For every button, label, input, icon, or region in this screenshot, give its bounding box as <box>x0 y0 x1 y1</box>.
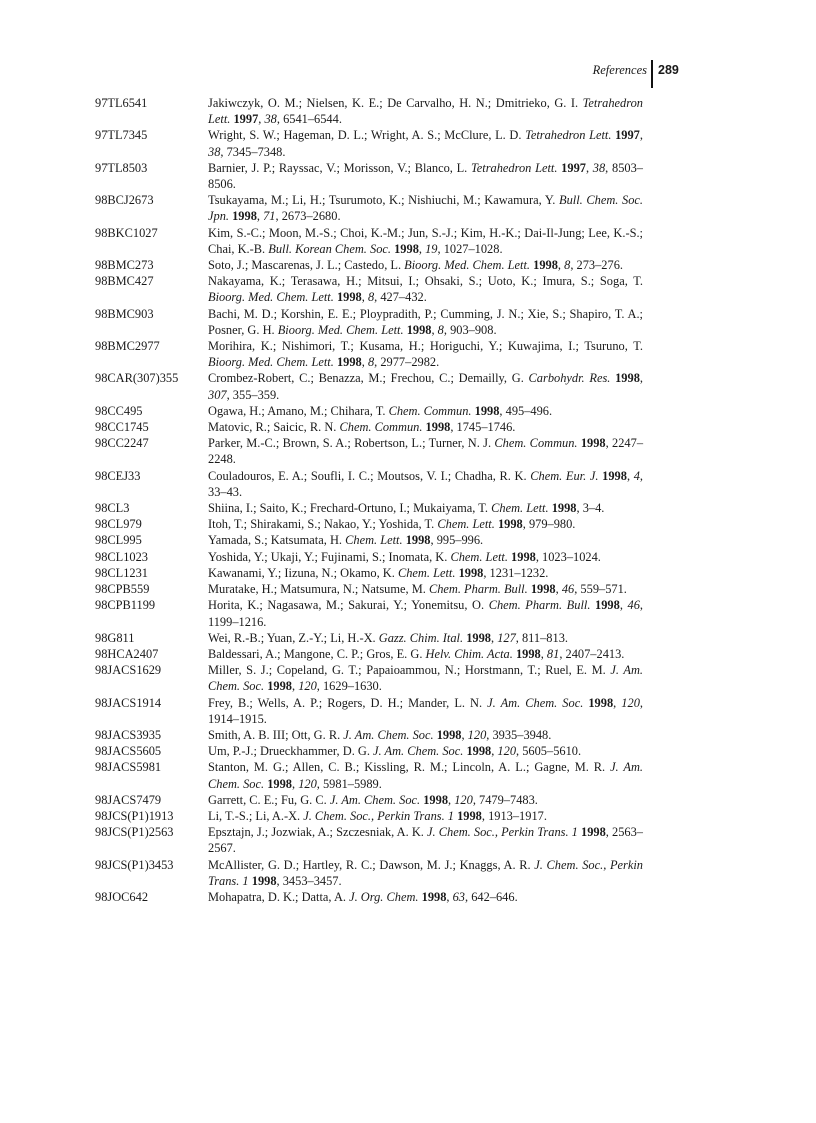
reference-pages: 8503–8506. <box>208 160 643 192</box>
reference-citation: Jakiwczyk, O. M.; Nielsen, K. E.; De Carvalho, H. N.; Dmitrieko, G. I. Tetrahedron Lett. 1997, 38, 6541–6544. <box>208 96 643 127</box>
reference-journal: J. Chem. Soc., Perkin Trans. 1 <box>208 857 643 888</box>
reference-year: 1998 <box>595 598 620 613</box>
reference-key: 98CL1231 <box>95 565 149 580</box>
reference-journal: Bull. Chem. Soc. Jpn. <box>208 193 644 224</box>
reference-entry <box>95 581 643 597</box>
reference-list <box>95 95 643 905</box>
reference-key: 98HCA2407 <box>95 646 159 661</box>
reference-year: 1997 <box>233 112 259 127</box>
reference-pages: 903–908. <box>450 322 497 337</box>
reference-pages: 2673–2680. <box>281 209 341 224</box>
reference-pages: 2563–2567. <box>208 825 643 856</box>
reference-pages: 1745–1746. <box>456 420 516 435</box>
reference-journal: Gazz. Chim. Ital. <box>378 630 464 645</box>
reference-key: 98BKC1027 <box>95 225 158 240</box>
reference-key: 98JACS3935 <box>95 727 162 742</box>
reference-volume: 120 <box>497 744 517 759</box>
reference-pages: 5605–5610. <box>522 744 582 759</box>
reference-entry <box>95 646 643 662</box>
reference-volume: 120 <box>467 727 487 742</box>
reference-pages: 2407–2413. <box>565 646 625 661</box>
reference-pages: 1914–1915. <box>208 711 267 726</box>
reference-authors: Shiina, I.; Saito, K.; Frechard-Ortuno, I.; Mukaiyama, T. <box>208 501 488 516</box>
reference-entry <box>95 500 643 516</box>
reference-journal: Chem. Lett. <box>345 533 403 548</box>
reference-authors: Itoh, T.; Shirakami, S.; Nakao, Y.; Yoshida, T. <box>208 517 435 532</box>
reference-year: 1997 <box>561 160 586 175</box>
reference-pages: 979–980. <box>528 517 576 532</box>
reference-year: 1998 <box>551 501 577 516</box>
reference-citation: Wei, R.-B.; Yuan, Z.-Y.; Li, H.-X. Gazz. Chim. Ital. 1998, 127, 811–813. <box>208 630 568 645</box>
reference-year: 1998 <box>232 209 257 224</box>
reference-volume: 81 <box>546 646 560 661</box>
reference-year: 1998 <box>533 258 558 273</box>
reference-pages: 5981–5989. <box>322 776 382 791</box>
reference-key: 98JACS7479 <box>95 792 162 807</box>
reference-journal: Bioorg. Med. Chem. Lett. <box>208 290 334 305</box>
running-header <box>540 60 685 90</box>
reference-authors: Barnier, J. P.; Rayssac, V.; Morisson, V.; Blanco, L. <box>208 160 468 175</box>
reference-volume: 19 <box>425 241 438 256</box>
reference-pages: 495–496. <box>505 403 553 418</box>
reference-authors: Ogawa, H.; Amano, M.; Chihara, T. <box>208 403 386 418</box>
reference-pages: 3453–3457. <box>282 873 342 888</box>
reference-citation: Tsukayama, M.; Li, H.; Tsurumoto, K.; Nishiuchi, M.; Kawamura, Y. Bull. Chem. Soc. Jpn. 1998, 71, 2673–2680. <box>208 193 644 224</box>
reference-volume: 120 <box>298 776 317 791</box>
reference-authors: Morihira, K.; Nishimori, T.; Kusama, H.; Horiguchi, Y.; Kuwajima, I.; Tsuruno, T. <box>208 339 643 354</box>
reference-year: 1998 <box>581 825 606 840</box>
reference-entry <box>95 824 643 856</box>
reference-citation: Crombez-Robert, C.; Benazza, M.; Frechou, C.; Demailly, G. Carbohydr. Res. 1998, 307, 355–359. <box>208 371 643 402</box>
reference-pages: 7345–7348. <box>226 144 286 159</box>
reference-entry <box>95 532 643 548</box>
reference-year: 1998 <box>406 322 432 337</box>
reference-journal: Bioorg. Med. Chem. Lett. <box>277 322 404 337</box>
reference-year: 1998 <box>511 549 536 564</box>
reference-entry <box>95 225 643 257</box>
reference-key: 98JCS(P1)2563 <box>95 825 174 840</box>
reference-citation: Yoshida, Y.; Ukaji, Y.; Fujinami, S.; Inomata, K. Chem. Lett. 1998, 1023–1024. <box>208 549 601 564</box>
reference-citation: Nakayama, K.; Terasawa, H.; Mitsui, I.; Ohsaki, S.; Uoto, K.; Imura, S.; Soga, T. Bioorg. Med. Chem. Lett. 1998, 8, 427–432. <box>208 274 643 305</box>
reference-key: 98CEJ33 <box>95 468 141 483</box>
reference-journal: Bioorg. Med. Chem. Lett. <box>208 355 334 370</box>
reference-authors: Muratake, H.; Matsumura, N.; Natsume, M. <box>208 582 426 597</box>
reference-journal: J. Org. Chem. <box>349 889 419 904</box>
reference-citation: Parker, M.-C.; Brown, S. A.; Robertson, L.; Turner, N. J. Chem. Commun. 1998, 2247–2248. <box>208 436 644 467</box>
reference-citation: Barnier, J. P.; Rayssac, V.; Morisson, V.; Blanco, L. Tetrahedron Lett. 1997, 38, 8503–8506. <box>208 160 643 192</box>
reference-year: 1998 <box>615 371 640 386</box>
reference-key: 98CC495 <box>95 403 143 418</box>
reference-journal: Chem. Lett. <box>437 517 495 532</box>
reference-entry <box>95 808 643 824</box>
reference-pages: 2977–2982. <box>380 355 440 370</box>
reference-pages: 33–43. <box>208 484 243 499</box>
reference-year: 1998 <box>474 403 500 418</box>
reference-pages: 1629–1630. <box>322 679 382 694</box>
reference-entry <box>95 792 643 808</box>
reference-journal: Chem. Pharm. Bull. <box>428 582 528 597</box>
reference-key: 98JACS5605 <box>95 744 162 759</box>
reference-pages: 6541–6544. <box>283 112 342 127</box>
reference-journal: Chem. Lett. <box>491 501 549 516</box>
reference-entry <box>95 160 643 192</box>
reference-pages: 7479–7483. <box>479 792 538 807</box>
reference-citation: Soto, J.; Mascarenas, J. L.; Castedo, L. Bioorg. Med. Chem. Lett. 1998, 8, 273–276. <box>208 258 623 273</box>
reference-pages: 1023–1024. <box>542 549 601 564</box>
reference-volume: 8 <box>564 258 571 273</box>
reference-volume: 127 <box>497 630 516 645</box>
reference-citation: Matovic, R.; Saicic, R. N. Chem. Commun. 1998, 1745–1746. <box>208 420 516 435</box>
reference-year: 1998 <box>405 533 431 548</box>
reference-volume: 46 <box>627 598 640 613</box>
reference-entry <box>95 127 643 159</box>
reference-journal: J. Am. Chem. Soc. <box>487 695 584 710</box>
reference-entry <box>95 435 643 467</box>
reference-key: 98CL1023 <box>95 549 149 564</box>
reference-key: 98JACS1629 <box>95 663 162 678</box>
reference-citation: Wright, S. W.; Hageman, D. L.; Wright, A. S.; McClure, L. D. Tetrahedron Lett. 1997, 38, 7345–7348. <box>208 128 643 159</box>
reference-entry <box>95 273 643 305</box>
reference-citation: Kawanami, Y.; Iizuna, N.; Okamo, K. Chem. Lett. 1998, 1231–1232. <box>208 565 549 580</box>
reference-authors: Epsztajn, J.; Jozwiak, A.; Szczesniak, A. K. <box>208 825 424 840</box>
reference-journal: J. Chem. Soc., Perkin Trans. 1 <box>427 825 578 840</box>
reference-entry <box>95 257 643 273</box>
reference-pages: 1913–1917. <box>488 808 547 823</box>
reference-key: 98JACS1914 <box>95 695 162 710</box>
reference-pages: 3935–3948. <box>492 727 552 742</box>
reference-entry <box>95 695 643 727</box>
reference-citation: Itoh, T.; Shirakami, S.; Nakao, Y.; Yoshida, T. Chem. Lett. 1998, 979–980. <box>208 517 576 532</box>
reference-key: 98JOC642 <box>95 889 149 904</box>
reference-volume: 120 <box>454 792 473 807</box>
reference-key: 98JACS5981 <box>95 760 162 775</box>
reference-year: 1998 <box>436 727 462 742</box>
reference-authors: Bachi, M. D.; Korshin, E. E.; Ploypradith, P.; Cumming, J. N.; Xie, S.; Shapiro, T. A.; Posner, G. H. <box>208 306 643 337</box>
reference-authors: Wright, S. W.; Hageman, D. L.; Wright, A. S.; McClure, L. D. <box>208 128 522 143</box>
reference-year: 1998 <box>336 355 362 370</box>
reference-key: 98G811 <box>95 630 135 645</box>
reference-entry <box>95 630 643 646</box>
reference-authors: Garrett, C. E.; Fu, G. C. <box>208 792 327 807</box>
reference-citation: Miller, S. J.; Copeland, G. T.; Papaioammou, N.; Horstmann, T.; Ruel, E. M. J. Am. Chem. Soc. 1998, 120, 1629–1630. <box>208 663 643 694</box>
reference-volume: 120 <box>298 679 317 694</box>
reference-year: 1998 <box>457 808 482 823</box>
reference-year: 1998 <box>423 792 449 807</box>
reference-journal: Tetrahedron Lett. <box>208 96 643 127</box>
reference-volume: 8 <box>367 355 375 370</box>
reference-journal: Chem. Lett. <box>397 565 456 580</box>
reference-pages: 1199–1216. <box>208 614 267 629</box>
section-title: References <box>592 63 647 77</box>
reference-pages: 1027–1028. <box>443 241 503 256</box>
reference-journal: J. Am. Chem. Soc. <box>343 727 434 742</box>
reference-authors: Miller, S. J.; Copeland, G. T.; Papaioammou, N.; Horstmann, T.; Ruel, E. M. <box>208 663 606 678</box>
reference-entry <box>95 419 643 435</box>
reference-key: 98CL979 <box>95 517 142 532</box>
reference-volume: 120 <box>621 695 640 710</box>
reference-journal: Chem. Eur. J. <box>530 468 599 483</box>
reference-year: 1998 <box>267 776 292 791</box>
reference-volume: 38 <box>208 144 221 159</box>
reference-year: 1998 <box>421 889 447 904</box>
reference-year: 1998 <box>515 646 541 661</box>
page-number: 289 <box>658 63 679 77</box>
reference-entry <box>95 192 643 224</box>
reference-authors: Soto, J.; Mascarenas, J. L.; Castedo, L. <box>208 258 402 273</box>
reference-citation: Li, T.-S.; Li, A.-X. J. Chem. Soc., Perkin Trans. 1 1998, 1913–1917. <box>208 808 547 823</box>
reference-entry <box>95 565 643 581</box>
reference-year: 1998 <box>530 582 556 597</box>
reference-year: 1998 <box>425 420 451 435</box>
reference-pages: 1231–1232. <box>489 565 549 580</box>
reference-key: 98CAR(307)355 <box>95 371 179 386</box>
reference-citation: Yamada, S.; Katsumata, H. Chem. Lett. 1998, 995–996. <box>208 533 484 548</box>
reference-volume: 307 <box>208 387 227 402</box>
reference-year: 1998 <box>251 873 277 888</box>
reference-journal: J. Am. Chem. Soc. <box>208 760 643 791</box>
reference-authors: Nakayama, K.; Terasawa, H.; Mitsui, I.; Ohsaki, S.; Uoto, K.; Imura, S.; Soga, T. <box>208 274 643 289</box>
reference-pages: 995–996. <box>436 533 484 548</box>
reference-entry <box>95 889 643 905</box>
reference-volume: 46 <box>561 582 575 597</box>
reference-entry <box>95 727 643 743</box>
reference-citation: Smith, A. B. III; Ott, G. R. J. Am. Chem. Soc. 1998, 120, 3935–3948. <box>208 727 552 742</box>
reference-entry <box>95 516 643 532</box>
reference-citation: Horita, K.; Nagasawa, M.; Sakurai, Y.; Yonemitsu, O. Chem. Pharm. Bull. 1998, 46, 1199–1216. <box>208 598 643 629</box>
reference-entry <box>95 549 643 565</box>
reference-entry <box>95 662 643 694</box>
reference-citation: Epsztajn, J.; Jozwiak, A.; Szczesniak, A. K. J. Chem. Soc., Perkin Trans. 1 1998, 2563–2567. <box>208 825 643 856</box>
reference-authors: Baldessari, A.; Mangone, C. P.; Gros, E. G. <box>208 646 423 661</box>
reference-entry <box>95 403 643 419</box>
reference-key: 98CL3 <box>95 501 130 516</box>
reference-year: 1998 <box>466 744 492 759</box>
reference-entry <box>95 597 643 629</box>
reference-journal: Chem. Pharm. Bull. <box>488 598 591 613</box>
reference-journal: Tetrahedron Lett. <box>525 128 612 143</box>
reference-entry <box>95 306 643 338</box>
reference-pages: 642–646. <box>471 889 518 904</box>
reference-key: 98CPB1199 <box>95 598 156 613</box>
reference-year: 1998 <box>602 468 627 483</box>
reference-volume: 63 <box>452 889 465 904</box>
reference-citation: Stanton, M. G.; Allen, C. B.; Kissling, R. M.; Lincoln, A. L.; Gagne, M. R. J. Am. Chem. Soc. 1998, 120, 5981–5989. <box>208 760 643 791</box>
reference-key: 98BMC427 <box>95 274 154 289</box>
reference-journal: Carbohydr. Res. <box>528 371 611 386</box>
reference-authors: Horita, K.; Nagasawa, M.; Sakurai, Y.; Yonemitsu, O. <box>208 598 485 613</box>
reference-key: 98CL995 <box>95 533 142 548</box>
reference-journal: Chem. Commun. <box>494 436 578 451</box>
reference-journal: Tetrahedron Lett. <box>471 160 558 175</box>
reference-pages: 3–4. <box>582 501 605 516</box>
reference-journal: Helv. Chim. Acta. <box>425 646 513 661</box>
reference-key: 98CPB559 <box>95 582 150 597</box>
reference-authors: Kawanami, Y.; Iizuna, N.; Okamo, K. <box>208 565 395 580</box>
reference-authors: Smith, A. B. III; Ott, G. R. <box>208 727 341 742</box>
reference-year: 1998 <box>466 630 491 645</box>
reference-authors: Couladouros, E. A.; Soufli, I. C.; Moutsos, V. I.; Chadha, R. K. <box>208 468 527 483</box>
reference-citation: Frey, B.; Wells, A. P.; Rogers, D. H.; Mander, L. N. J. Am. Chem. Soc. 1998, 120, 1914–1915. <box>208 695 643 726</box>
reference-year: 1998 <box>580 436 606 451</box>
reference-volume: 4 <box>633 468 640 483</box>
reference-year: 1998 <box>588 695 614 710</box>
reference-volume: 8 <box>437 322 444 337</box>
reference-entry <box>95 468 643 500</box>
reference-authors: Stanton, M. G.; Allen, C. B.; Kissling, R. M.; Lincoln, A. L.; Gagne, M. R. <box>208 760 606 775</box>
reference-volume: 8 <box>367 290 375 305</box>
reference-citation: Garrett, C. E.; Fu, G. C. J. Am. Chem. Soc. 1998, 120, 7479–7483. <box>208 792 538 807</box>
reference-year: 1998 <box>267 679 292 694</box>
reference-authors: McAllister, G. D.; Hartley, R. C.; Dawson, M. J.; Knaggs, A. R. <box>208 857 531 872</box>
reference-authors: Wei, R.-B.; Yuan, Z.-Y.; Li, H.-X. <box>208 630 376 645</box>
reference-year: 1998 <box>394 241 419 256</box>
reference-year: 1998 <box>497 517 523 532</box>
reference-authors: Um, P.-J.; Drueckhammer, D. G. <box>208 744 370 759</box>
reference-year: 1998 <box>336 290 362 305</box>
reference-journal: Chem. Commun. <box>388 403 472 418</box>
reference-journal: J. Am. Chem. Soc. <box>373 744 464 759</box>
reference-journal: Chem. Commun. <box>339 420 423 435</box>
reference-year: 1998 <box>458 565 484 580</box>
reference-pages: 2247–2248. <box>208 436 644 467</box>
reference-pages: 355–359. <box>232 387 280 402</box>
reference-entry <box>95 338 643 370</box>
reference-pages: 811–813. <box>521 630 568 645</box>
reference-authors: Yoshida, Y.; Ukaji, Y.; Fujinami, S.; Inomata, K. <box>208 549 448 564</box>
reference-key: 98JCS(P1)1913 <box>95 808 174 823</box>
reference-authors: Jakiwczyk, O. M.; Nielsen, K. E.; De Carvalho, H. N.; Dmitrieko, G. I. <box>208 96 579 110</box>
reference-citation: Kim, S.-C.; Moon, M.-S.; Choi, K.-M.; Jun, S.-J.; Kim, H.-K.; Dai-Il-Jung; Lee, K.-S.; Chai, K.-B. Bull. Korean Chem. Soc. 1998, 19, 1027–1028. <box>208 225 643 256</box>
reference-authors: Matovic, R.; Saicic, R. N. <box>208 420 337 435</box>
reference-key: 98BMC273 <box>95 258 154 273</box>
reference-authors: Tsukayama, M.; Li, H.; Tsurumoto, K.; Nishiuchi, M.; Kawamura, Y. <box>208 193 556 208</box>
reference-authors: Yamada, S.; Katsumata, H. <box>208 533 342 548</box>
reference-key: 98JCS(P1)3453 <box>95 857 174 872</box>
reference-key: 98CC2247 <box>95 436 149 451</box>
reference-pages: 559–571. <box>580 582 627 597</box>
reference-key: 98CC1745 <box>95 420 149 435</box>
reference-entry <box>95 743 643 759</box>
reference-key: 97TL7345 <box>95 128 148 143</box>
reference-journal: Bioorg. Med. Chem. Lett. <box>404 258 531 273</box>
reference-authors: Frey, B.; Wells, A. P.; Rogers, D. H.; Mander, L. N. <box>208 695 483 710</box>
reference-volume: 71 <box>263 209 276 224</box>
reference-key: 98BMC2977 <box>95 339 160 354</box>
reference-pages: 427–432. <box>380 290 427 305</box>
reference-citation: Bachi, M. D.; Korshin, E. E.; Ploypradith, P.; Cumming, J. N.; Xie, S.; Shapiro, T. A.; Posner, G. H. Bioorg. Med. Chem. Lett. 1998, 8, 903–908. <box>208 306 643 337</box>
reference-volume: 38 <box>592 160 606 175</box>
reference-key: 98BMC903 <box>95 306 154 321</box>
reference-entry <box>95 95 643 127</box>
header-rule <box>651 60 653 88</box>
reference-authors: Li, T.-S.; Li, A.-X. <box>208 808 301 823</box>
reference-citation: McAllister, G. D.; Hartley, R. C.; Dawson, M. J.; Knaggs, A. R. J. Chem. Soc., Perkin Trans. 1 1998, 3453–3457. <box>208 857 643 888</box>
reference-citation: Couladouros, E. A.; Soufli, I. C.; Moutsos, V. I.; Chadha, R. K. Chem. Eur. J. 1998, 4, 33–43. <box>208 468 644 499</box>
reference-journal: J. Chem. Soc., Perkin Trans. 1 <box>303 808 454 823</box>
reference-key: 97TL8503 <box>95 160 148 175</box>
reference-year: 1997 <box>615 128 640 143</box>
reference-journal: Bull. Korean Chem. Soc. <box>268 241 391 256</box>
reference-entry <box>95 857 643 889</box>
reference-citation: Baldessari, A.; Mangone, C. P.; Gros, E. G. Helv. Chim. Acta. 1998, 81, 2407–2413. <box>208 646 625 661</box>
reference-citation: Mohapatra, D. K.; Datta, A. J. Org. Chem. 1998, 63, 642–646. <box>208 889 518 904</box>
reference-authors: Parker, M.-C.; Brown, S. A.; Robertson, L.; Turner, N. J. <box>208 436 492 451</box>
reference-journal: J. Am. Chem. Soc. <box>208 663 643 694</box>
reference-citation: Um, P.-J.; Drueckhammer, D. G. J. Am. Chem. Soc. 1998, 120, 5605–5610. <box>208 744 582 759</box>
reference-key: 97TL6541 <box>95 96 148 110</box>
reference-journal: Chem. Lett. <box>450 549 508 564</box>
reference-authors: Mohapatra, D. K.; Datta, A. <box>208 889 346 904</box>
reference-key: 98BCJ2673 <box>95 193 154 208</box>
reference-journal: J. Am. Chem. Soc. <box>329 792 421 807</box>
reference-authors: Crombez-Robert, C.; Benazza, M.; Frechou, C.; Demailly, G. <box>208 371 524 386</box>
reference-citation: Shiina, I.; Saito, K.; Frechard-Ortuno, I.; Mukaiyama, T. Chem. Lett. 1998, 3–4. <box>208 501 605 516</box>
reference-citation: Muratake, H.; Matsumura, N.; Natsume, M. Chem. Pharm. Bull. 1998, 46, 559–571. <box>208 582 627 597</box>
reference-pages: 273–276. <box>576 258 623 273</box>
reference-authors: Kim, S.-C.; Moon, M.-S.; Choi, K.-M.; Jun, S.-J.; Kim, H.-K.; Dai-Il-Jung; Lee, K.-S.; Chai, K.-B. <box>208 225 643 256</box>
reference-entry <box>95 759 643 791</box>
reference-citation: Morihira, K.; Nishimori, T.; Kusama, H.; Horiguchi, Y.; Kuwajima, I.; Tsuruno, T. Bioorg. Med. Chem. Lett. 1998, 8, 2977–2982. <box>208 339 643 370</box>
reference-volume: 38 <box>264 112 277 127</box>
reference-citation: Ogawa, H.; Amano, M.; Chihara, T. Chem. Commun. 1998, 495–496. <box>208 403 553 418</box>
reference-entry <box>95 370 643 402</box>
